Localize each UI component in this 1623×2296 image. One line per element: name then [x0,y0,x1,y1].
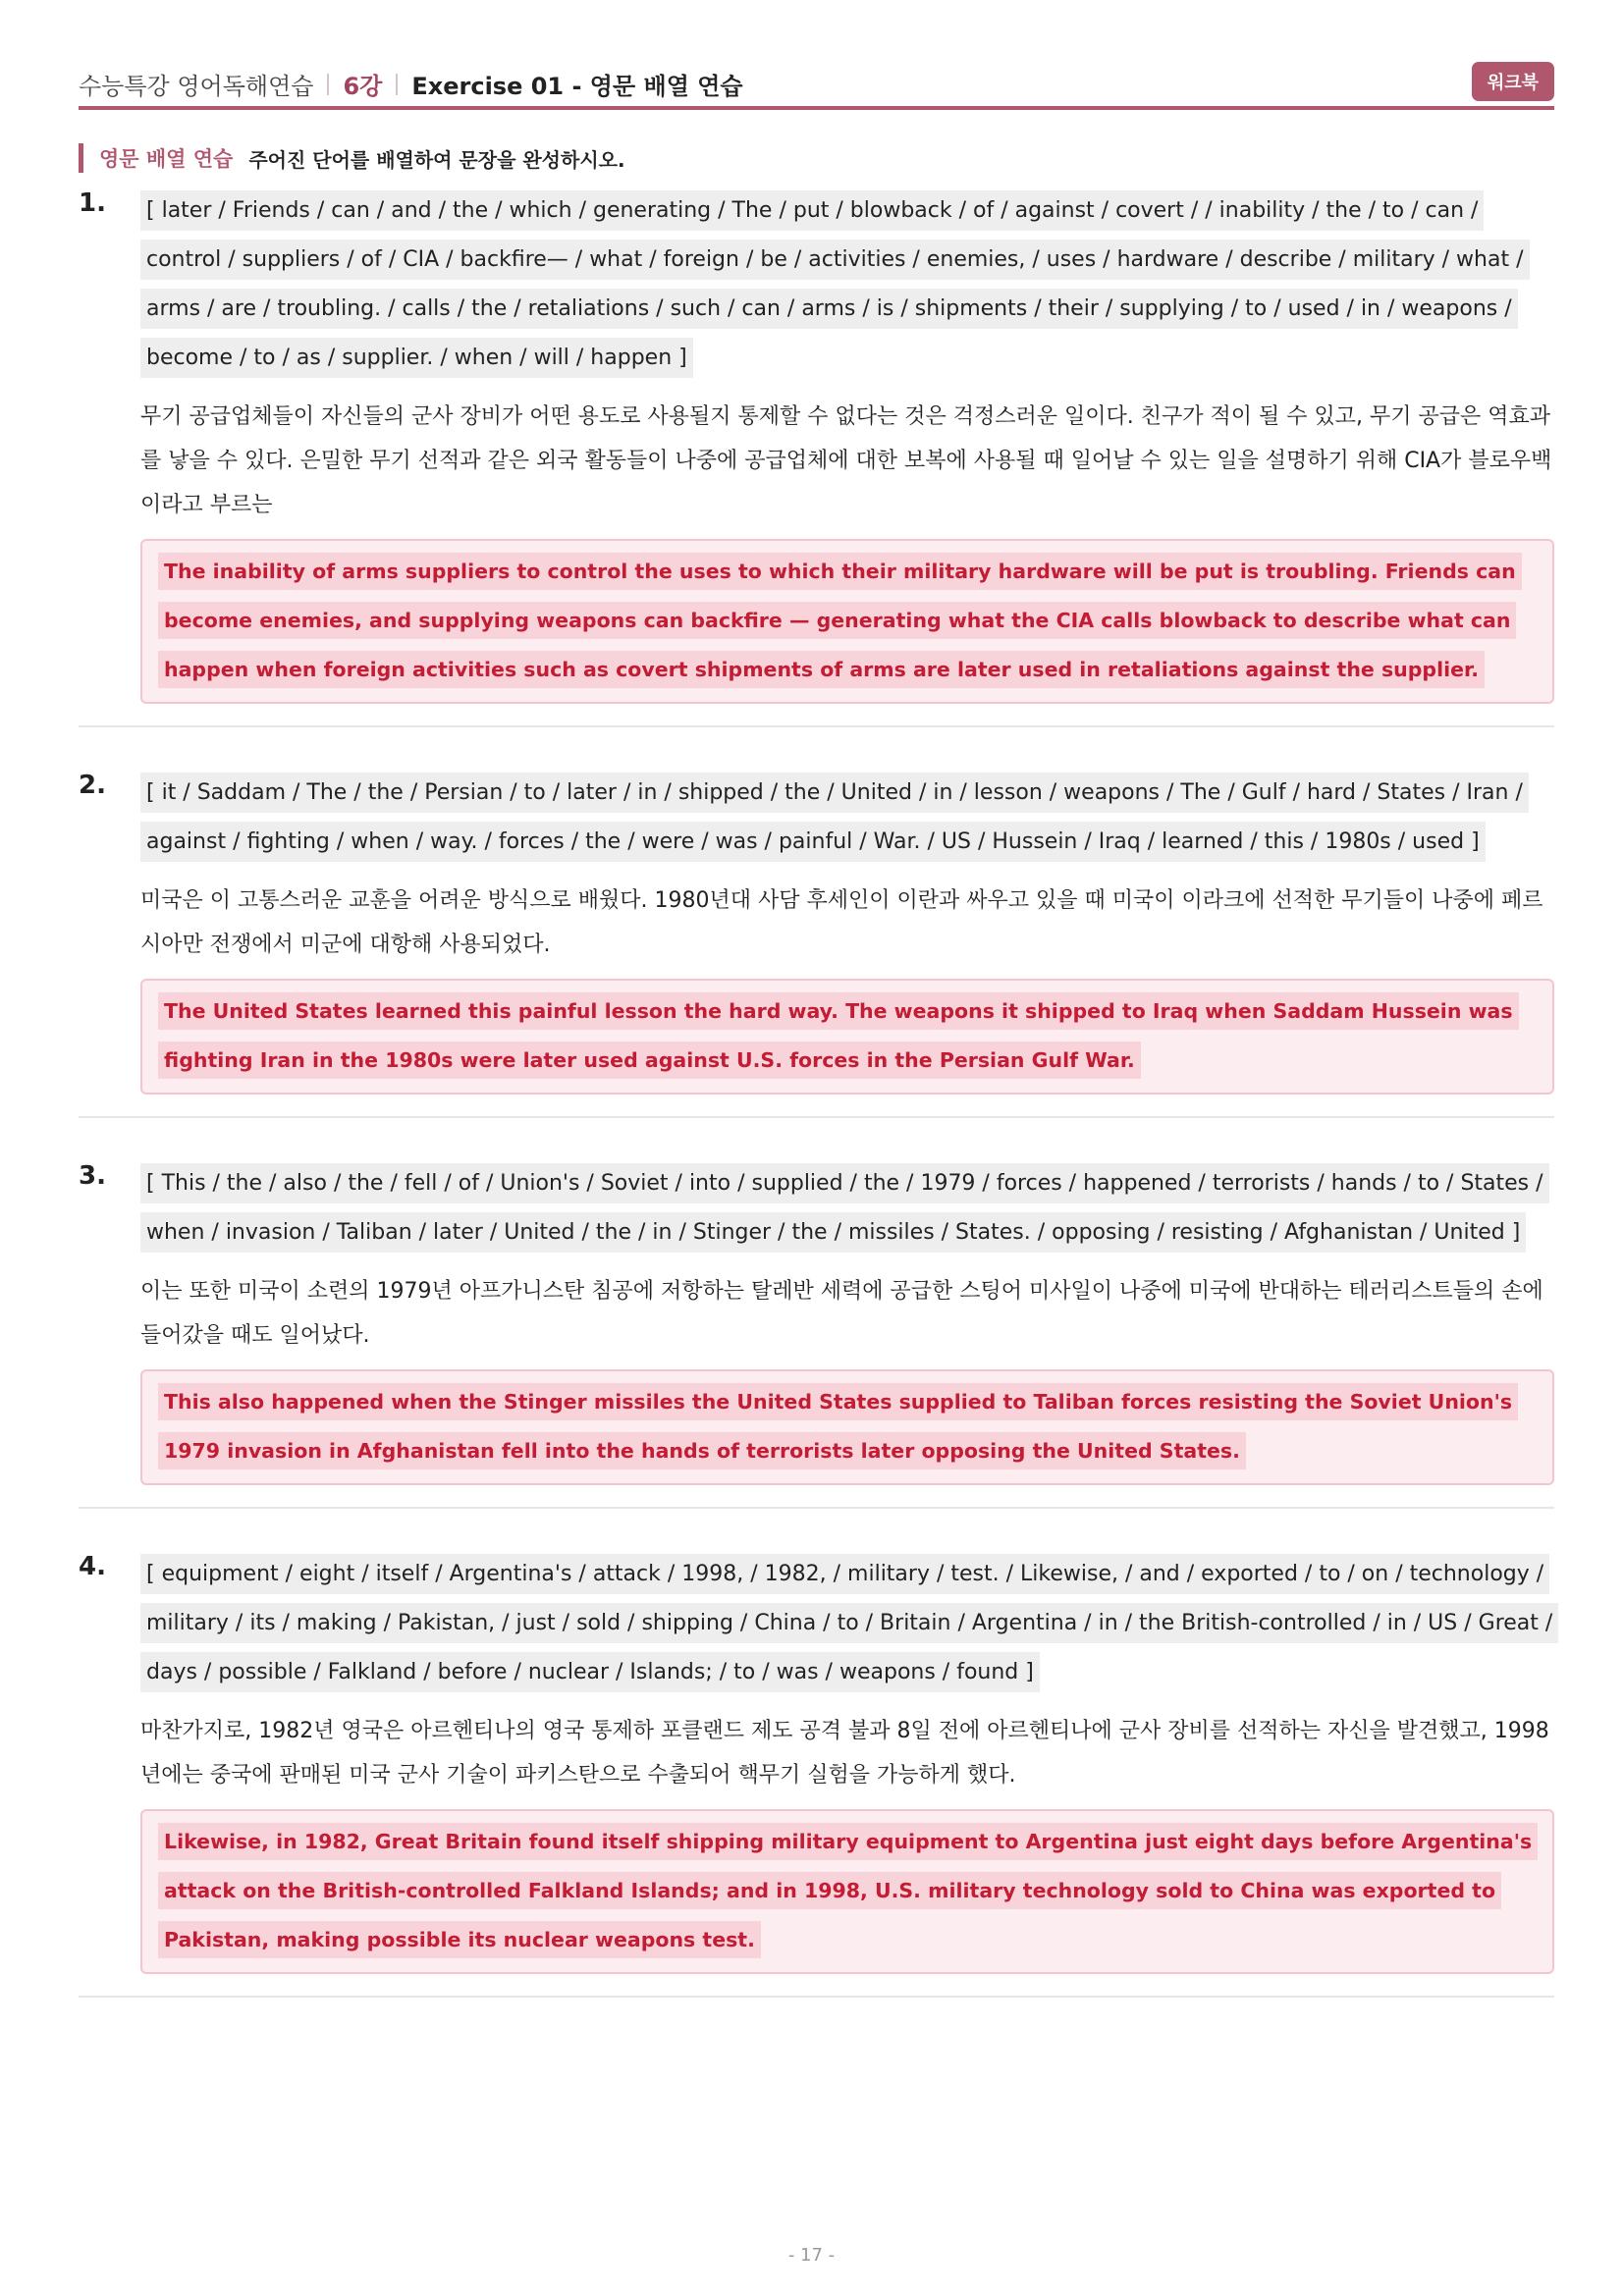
word-bank-text: [ it / Saddam / The / the / Persian / to / later / in / shipped / the / United / in / lesson / weapons / The / Gulf / hard / States / Iran / against / fighting / when / way. / forces / the / were / was / painful / War. / US / Hussein / Iraq / learned / this / 1980s / used ] [140,773,1529,862]
korean-translation: 이는 또한 미국이 소련의 1979년 아프가니스탄 침공에 저항하는 탈레반 세력에 공급한 스팅어 미사일이 나중에 미국에 반대하는 테러리스트들의 손에 들어갔을 때도 일어났다. [140,1279,1543,1348]
exercise-item-2 [79,769,1554,1118]
exercise-title: Exercise 01 - 영문 배열 연습 [411,73,743,100]
section-accent-bar [79,143,83,173]
word-bank [140,769,1554,867]
page-number: - 17 - [787,2245,836,2266]
exercise-item-1 [79,187,1554,727]
header-breadcrumb [79,67,743,101]
word-bank [140,1159,1554,1257]
answer-text: The United States learned this painful lesson the hard way. The weapons it shipped to Iraq when Saddam Hussein was fighting Iran in the 1980s were later used against U.S. forces in the Persian Gulf War. [158,992,1519,1079]
korean-translation: 마찬가지로, 1982년 영국은 아르헨티나의 영국 통제하 포클랜드 제도 공격 불과 8일 전에 아르헨티나에 군사 장비를 선적하는 자신을 발견했고, 1998년에는 중국에 판매된 미국 군사 기술이 파키스탄으로 수출되어 핵무기 실험을 가능하게 했다. [140,1719,1549,1788]
section-heading [79,143,1554,173]
header-divider [396,74,398,95]
answer-text: The inability of arms suppliers to control the uses to which their military hardware will be put is troubling. Friends can become enemies, and supplying weapons can backfire — generating what the CIA calls blowback to describe what can happen when foreign activities such as covert shipments of arms are later used in retaliations against the supplier. [158,553,1522,688]
section-label: 영문 배열 연습 [99,147,234,171]
exercise-item-4 [79,1550,1554,1998]
item-number: 3. [79,1161,106,1191]
book-title: 수능특강 영어독해연습 [79,73,314,100]
answer-box [140,1809,1554,1974]
workbook-badge: 워크북 [1472,62,1554,101]
word-bank-text: [ This / the / also / the / fell / of / Union's / Soviet / into / supplied / the / 1979 / forces / happened / terrorists / hands / to / States / when / invasion / Taliban / later / United / the / in / Stinger / the / missiles / States. / opposing / resisting / Afghanistan / United ] [140,1163,1549,1253]
item-number: 1. [79,188,106,218]
korean-translation: 무기 공급업체들이 자신들의 군사 장비가 어떤 용도로 사용될지 통제할 수 없다는 것은 걱정스러운 일이다. 친구가 적이 될 수 있고, 무기 공급은 역효과를 낳을 수 있다. 은밀한 무기 선적과 같은 외국 활동들이 나중에 공급업체에 대한 보복에 사용될 때 일어날 수 있는 일을 설명하기 위해 CIA가 블로우백이라고 부르는 [140,404,1552,517]
header-divider [327,74,329,95]
worksheet-page [79,59,1554,1998]
word-bank-text: [ later / Friends / can / and / the / which / generating / The / put / blowback / of / against / covert / / inability / the / to / can / control / suppliers / of / CIA / backfire— / what / foreign / be / activities / enemies, / uses / hardware / describe / military / what / arms / are / troubling. / calls / the / retaliations / such / can / arms / is / shipments / their / supplying / to / used / in / weapons / become / to / as / supplier. / when / will / happen ] [140,190,1530,378]
word-bank [140,1550,1554,1697]
answer-text: Likewise, in 1982, Great Britain found itself shipping military equipment to Argentina just eight days before Argentina's attack on the British-controlled Falkland Islands; and in 1998, U.S. military technology sold to China was exported to Pakistan, making possible its nuclear weapons test. [158,1823,1538,1958]
word-bank-text: [ equipment / eight / itself / Argentina's / attack / 1998, / 1982, / military / test. / Likewise, / and / exported / to / on / technology / military / its / making / Pakistan, / just / sold / shipping / China / to / Britain / Argentina / in / the British-controlled / in / US / Great / days / possible / Falkland / before / nuclear / Islands; / to / was / weapons / found ] [140,1554,1558,1692]
answer-box [140,979,1554,1095]
lesson-number: 6강 [343,73,383,100]
item-number: 2. [79,771,106,800]
exercise-item-3 [79,1159,1554,1509]
item-number: 4. [79,1552,106,1581]
answer-box [140,1369,1554,1485]
section-instruction: 주어진 단어를 배열하여 문장을 완성하시오. [248,147,625,172]
page-header [79,59,1554,110]
answer-text: This also happened when the Stinger missiles the United States supplied to Taliban forces resisting the Soviet Union's 1979 invasion in Afghanistan fell into the hands of terrorists later opposing the United States. [158,1383,1518,1469]
answer-box [140,539,1554,704]
word-bank [140,187,1554,383]
korean-translation: 미국은 이 고통스러운 교훈을 어려운 방식으로 배웠다. 1980년대 사담 후세인이 이란과 싸우고 있을 때 미국이 이라크에 선적한 무기들이 나중에 페르시아만 전쟁에서 미군에 대항해 사용되었다. [140,888,1543,957]
